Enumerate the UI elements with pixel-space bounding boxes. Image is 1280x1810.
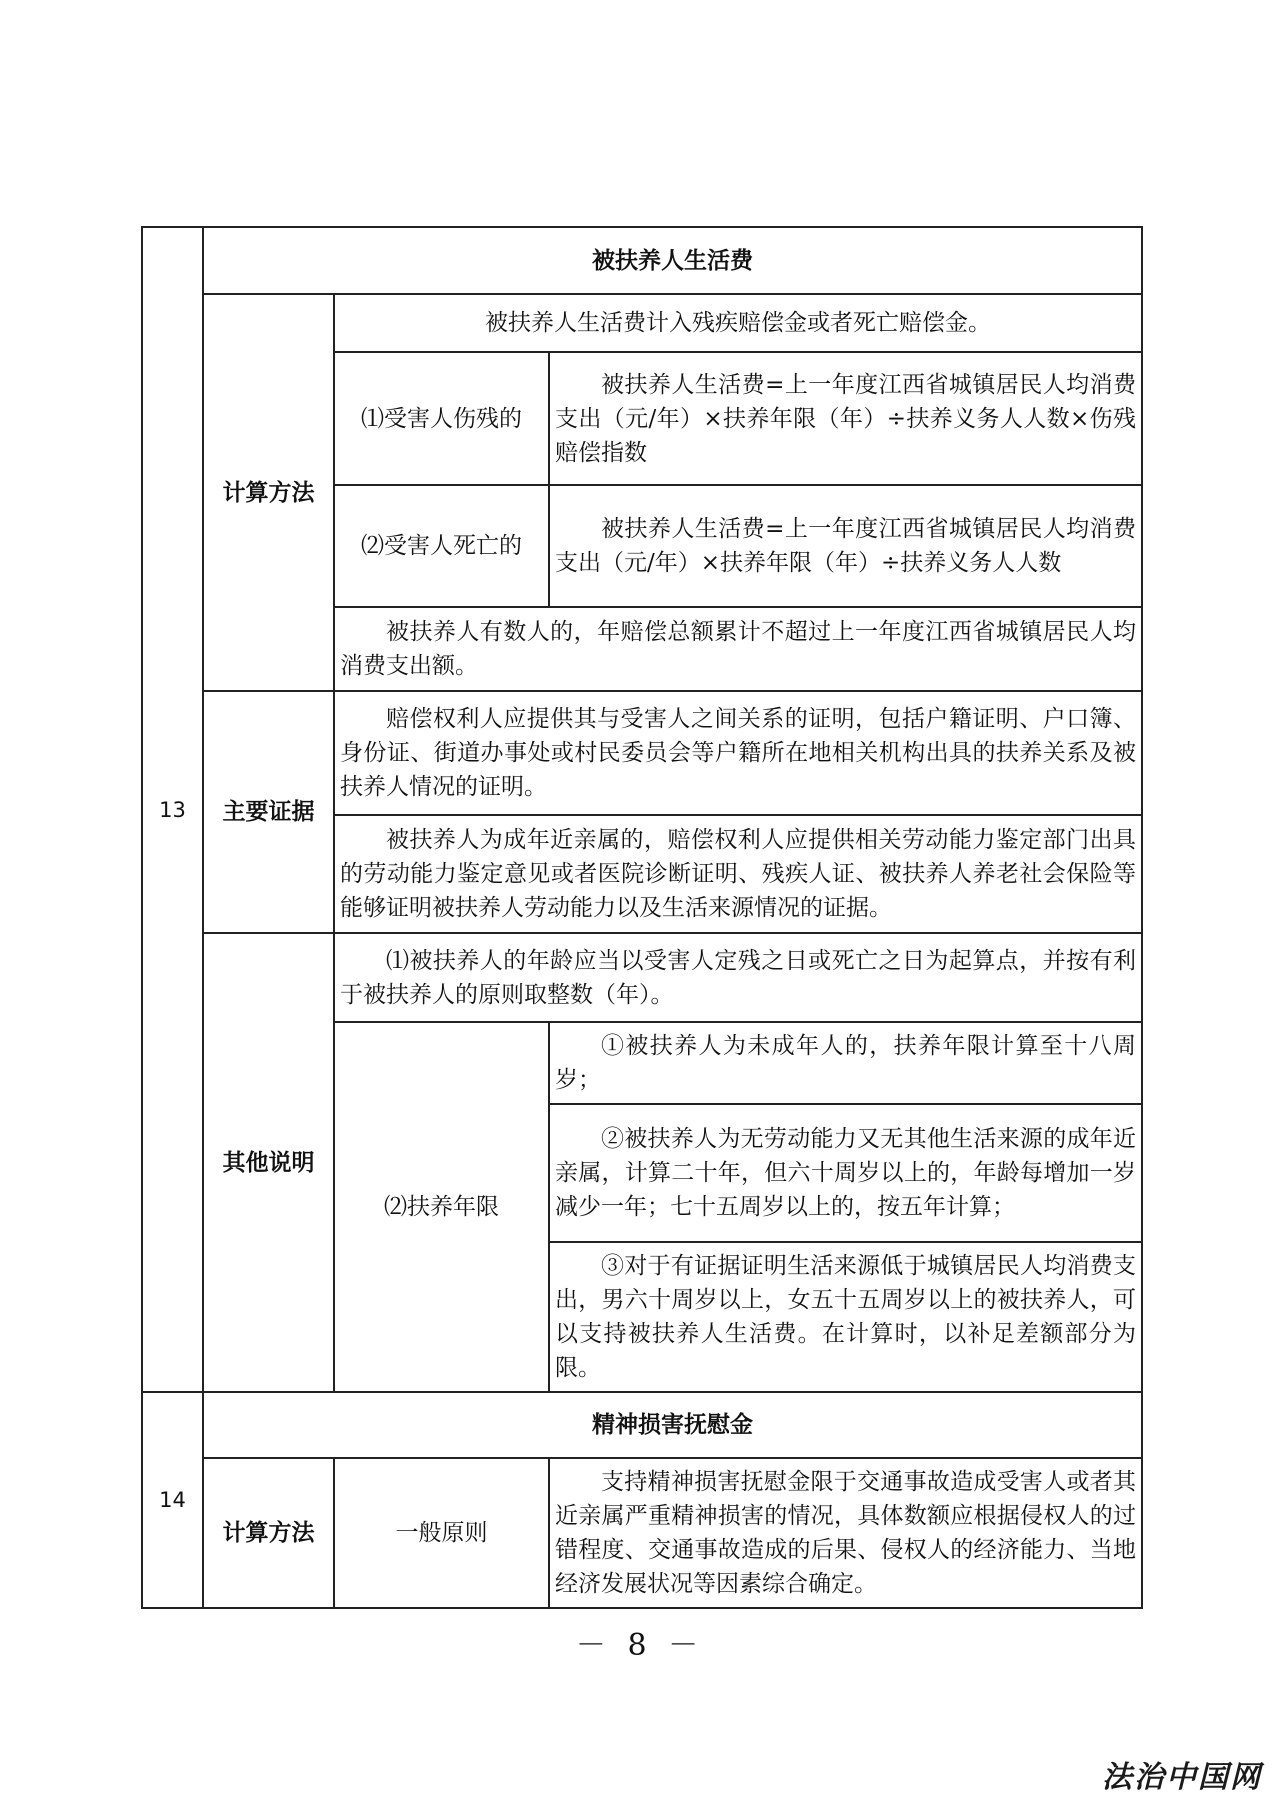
calc-intro: 被扶养人生活费计入残疾赔偿金或者死亡赔偿金。 [334,294,1142,352]
row-number-13: 13 [142,227,203,1392]
row-number-14: 14 [142,1392,203,1608]
case-death-label: ⑵受害人死亡的 [334,485,549,607]
support-years-label: ⑵扶养年限 [334,1022,549,1392]
support-years-low-income: ③对于有证据证明生活来源低于城镇居民人均消费支出，男六十周岁以上，女五十五周岁以上的被扶养人，可以支持被扶养人生活费。在计算时，以补足差额部分为限。 [549,1242,1142,1392]
section-title-14: 精神损害抚慰金 [203,1392,1142,1458]
case-injury-formula: 被扶养人生活费=上一年度江西省城镇居民人均消费支出（元/年）×扶养年限（年）÷扶养义务人人数×伤残赔偿指数 [549,352,1142,485]
evidence-text-1: 赔偿权利人应提供其与受害人之间关系的证明，包括户籍证明、户口簿、身份证、街道办事处或村民委员会等户籍所在地相关机构出具的扶养关系及被扶养人情况的证明。 [334,691,1142,815]
section-title-13: 被扶养人生活费 [203,227,1142,294]
case-death-formula: 被扶养人生活费=上一年度江西省城镇居民人均消费支出（元/年）×扶养年限（年）÷扶养义务人人数 [549,485,1142,607]
compensation-table [141,226,1143,1609]
other-notes-label: 其他说明 [203,933,334,1392]
support-years-adult: ②被扶养人为无劳动能力又无其他生活来源的成年近亲属，计算二十年，但六十周岁以上的，年龄每增加一岁减少一年；七十五周岁以上的，按五年计算； [549,1104,1142,1242]
page-number: － 8 － [575,1628,705,1663]
calc-method-label-13: 计算方法 [203,294,334,691]
calc-method-label-14: 计算方法 [203,1458,334,1608]
evidence-label: 主要证据 [203,691,334,933]
general-principle-text: 支持精神损害抚慰金限于交通事故造成受害人或者其近亲属严重精神损害的情况，具体数额应根据侵权人的过错程度、交通事故造成的后果、侵权人的经济能力、当地经济发展状况等因素综合确定。 [549,1458,1142,1608]
general-principle-label: 一般原则 [334,1458,549,1608]
watermark-logo: 法治中国网 [1102,1760,1262,1795]
other-note-1: ⑴被扶养人的年龄应当以受害人定残之日或死亡之日为起算点，并按有利于被扶养人的原则取整数（年）。 [334,933,1142,1022]
case-injury-label: ⑴受害人伤残的 [334,352,549,485]
support-years-minor: ①被扶养人为未成年人的，扶养年限计算至十八周岁； [549,1022,1142,1104]
evidence-text-2: 被扶养人为成年近亲属的，赔偿权利人应提供相关劳动能力鉴定部门出具的劳动能力鉴定意见或者医院诊断证明、残疾人证、被扶养人养老社会保险等能够证明被扶养人劳动能力以及生活来源情况的证据。 [334,815,1142,933]
calc-note: 被扶养人有数人的，年赔偿总额累计不超过上一年度江西省城镇居民人均消费支出额。 [334,607,1142,691]
